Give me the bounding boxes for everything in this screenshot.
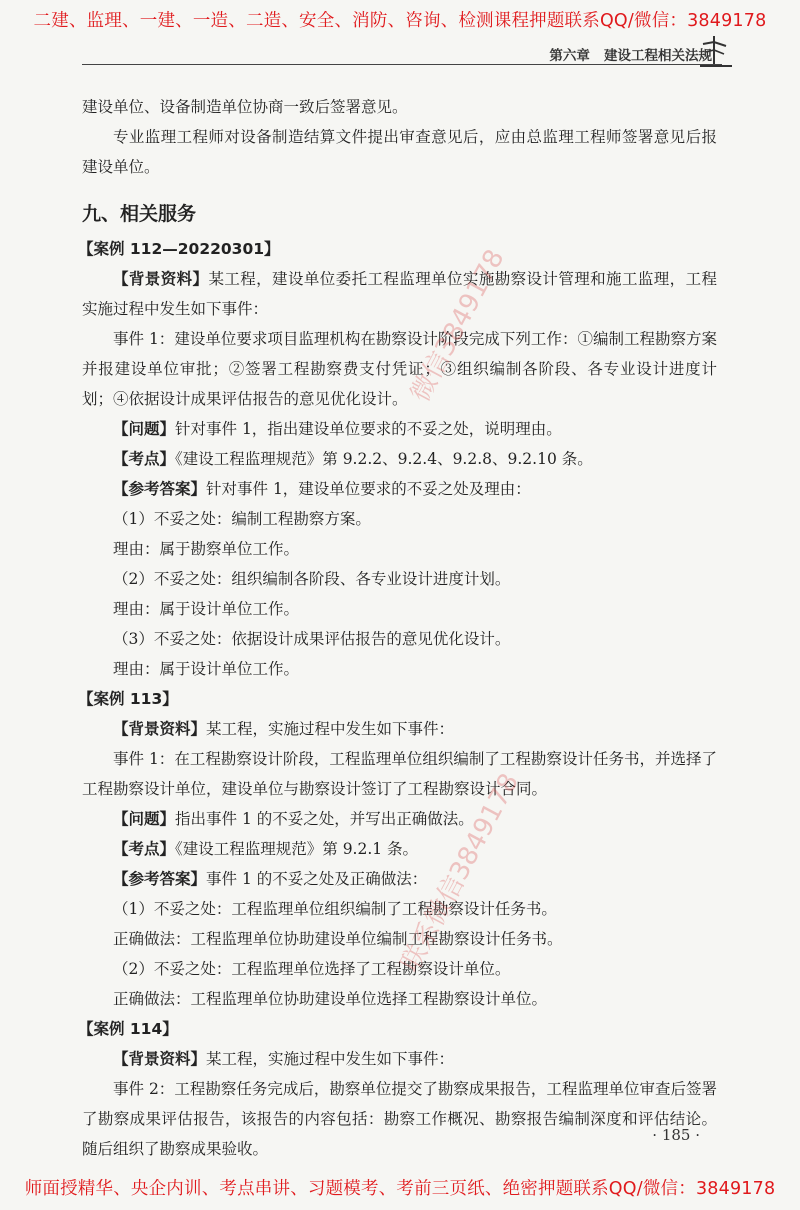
chapter-number: 第六章 [549, 48, 590, 64]
answer-tag: 【参考答案】 [113, 870, 207, 888]
case-113-keypoint: 【考点】《建设工程监理规范》第 9.2.1 条。 [113, 840, 419, 858]
background-tag: 【背景资料】 [113, 720, 207, 738]
answer-reason: 正确做法：工程监理单位协助建设单位选择工程勘察设计单位。 [113, 990, 548, 1008]
case-112-question: 【问题】针对事件 1，指出建设单位要求的不妥之处，说明理由。 [113, 420, 562, 438]
case-112-title: 【案例 112—20220301】 [78, 240, 280, 258]
running-header [549, 44, 712, 64]
promo-banner-top: 二建、监理、一建、一造、二造、安全、消防、咨询、检测课程押题联系QQ/微信：3849178 [33, 11, 767, 31]
case-112-keypoint: 【考点】《建设工程监理规范》第 9.2.2、9.2.4、9.2.8、9.2.10 条。 [113, 450, 593, 468]
header-rule [82, 64, 722, 65]
page-content [78, 92, 717, 1164]
case-112-background: 【背景资料】某工程，建设单位委托工程监理单位实施勘察设计管理和施工监理，工程实施过程中发生如下事件： [82, 270, 717, 318]
question-tag: 【问题】 [113, 810, 176, 828]
case-112-event-1: 事件 1：建设单位要求项目监理机构在勘察设计阶段完成下列工作：①编制工程勘察方案并报建设单位审批；②签署工程勘察费支付凭证；③组织编制各阶段、各专业设计进度计划；④依据设计成果评估报告的意见优化设计。 [82, 330, 717, 408]
case-114-event-2: 事件 2：工程勘察任务完成后，勘察单位提交了勘察成果报告，工程监理单位审查后签署了勘察成果评估报告，该报告的内容包括：勘察工作概况、勘察报告编制深度和评估结论。随后组织了勘察成果验收。 [82, 1080, 717, 1158]
background-tag: 【背景资料】 [113, 1050, 207, 1068]
keypoint-tag: 【考点】 [113, 450, 176, 468]
case-113-question: 【问题】指出事件 1 的不妥之处，并写出正确做法。 [113, 810, 474, 828]
case-114-background: 【背景资料】某工程，实施过程中发生如下事件： [113, 1050, 455, 1068]
answer-reason: 理由：属于勘察单位工作。 [113, 540, 300, 558]
promo-banner-bottom: 师面授精华、央企内训、考点串讲、习题模考、考前三页纸、绝密押题联系QQ/微信：3849178 [24, 1179, 776, 1199]
case-112-answer: 【参考答案】针对事件 1，建设单位要求的不妥之处及理由： [113, 480, 531, 498]
answer-reason: 理由：属于设计单位工作。 [113, 600, 300, 618]
signpost-icon [700, 34, 732, 68]
paragraph: 建设单位、设备制造单位协商一致后签署意见。 [82, 98, 408, 116]
answer-reason: 正确做法：工程监理单位协助建设单位编制工程勘察设计任务书。 [113, 930, 563, 948]
background-tag: 【背景资料】 [113, 270, 209, 288]
answer-item: （1）不妥之处：编制工程勘察方案。 [113, 510, 371, 528]
watermark: 联系微信3849178 [395, 768, 525, 977]
answer-item: （1）不妥之处：工程监理单位组织编制了工程勘察设计任务书。 [113, 900, 557, 918]
answer-item: （3）不妥之处：依据设计成果评估报告的意见优化设计。 [113, 630, 511, 648]
case-114-title: 【案例 114】 [78, 1020, 178, 1038]
answer-item: （2）不妥之处：组织编制各阶段、各专业设计进度计划。 [113, 570, 511, 588]
paragraph: 专业监理工程师对设备制造结算文件提出审查意见后，应由总监理工程师签署意见后报建设单位。 [82, 128, 717, 176]
watermark: 微信3849178 [405, 244, 511, 407]
case-113-answer: 【参考答案】事件 1 的不妥之处及正确做法： [113, 870, 428, 888]
answer-item: （2）不妥之处：工程监理单位选择了工程勘察设计单位。 [113, 960, 511, 978]
case-113-title: 【案例 113】 [78, 690, 178, 708]
keypoint-tag: 【考点】 [113, 840, 176, 858]
question-tag: 【问题】 [113, 420, 176, 438]
chapter-title: 建设工程相关法规 [604, 48, 712, 64]
answer-reason: 理由：属于设计单位工作。 [113, 660, 300, 678]
case-113-background: 【背景资料】某工程，实施过程中发生如下事件： [113, 720, 455, 738]
case-113-event-1: 事件 1：在工程勘察设计阶段，工程监理单位组织编制了工程勘察设计任务书，并选择了工程勘察设计单位，建设单位与勘察设计签订了工程勘察设计合同。 [82, 750, 717, 798]
page-number: · 185 · [652, 1126, 700, 1144]
answer-tag: 【参考答案】 [113, 480, 207, 498]
section-title: 九、相关服务 [82, 203, 197, 225]
